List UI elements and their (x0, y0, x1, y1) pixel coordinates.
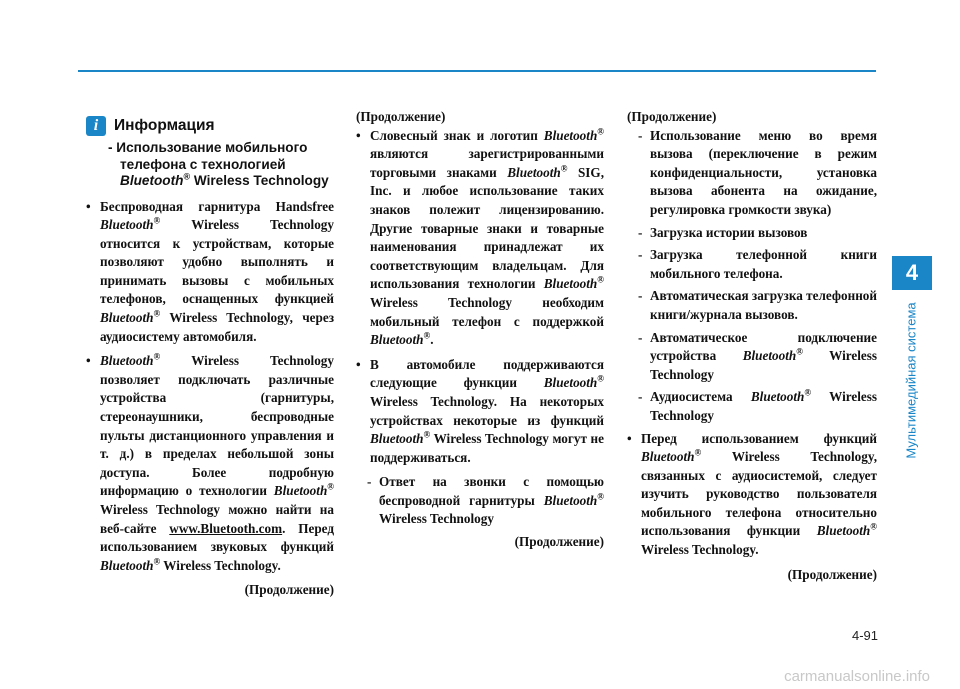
page-number: 4-91 (851, 628, 878, 643)
column-3 (627, 108, 877, 584)
chapter-number: 4 (905, 260, 919, 285)
bullet-wireless-devices: • Bluetooth® Wireless Technology позволяет подключать различные устройства (гарнитуры, стереонаушники, беспроводные пульты дистанционного управления и т. д.) в пределах небольшой зоны доступа. Более подробную информацию о технологии Bluetooth® Wireless Technology можно найти на веб-сайте www.Bluetooth.com. Перед использованием звуковых функций Bluetooth® Wireless Technology. (86, 352, 334, 575)
info-subtitle: - Использование мобильного телефона с технологией Bluetooth® Wireless Technology (108, 140, 329, 188)
dash-phonebook: - Загрузка телефонной книги мобильного телефона. (627, 246, 877, 283)
dash-call-menu: - Использование меню во время вызова (переключение в режим конфиденциальности, установка вызова абонента на ожидание, регулировка громкости звука) (627, 127, 877, 220)
watermark: carmanualsonline.info (784, 668, 930, 685)
bullet-supported-functions: • В автомобиле поддерживаются следующие функции Bluetooth® Wireless Technology. На некоторых устройствах некоторые из функций Bluetooth® Wireless Technology могут не поддерживаться. (356, 356, 604, 468)
continued-label: (Продолжение) (787, 566, 877, 582)
info-header (86, 116, 334, 136)
bullet-handsfree: • Беспроводная гарнитура Handsfree Bluetooth® Wireless Technology относится к устройствам, которые позволяют удобно выполнять и принимать вызовы с мобильных телефонов, оснащенных функцией Bluetooth® Wireless Technology, через аудиосистему автомобиля. (86, 198, 334, 347)
column-2 (356, 108, 604, 552)
bullet-before-use: • Перед использованием функций Bluetooth® Wireless Technology, связанных с аудиосистемой, следует изучить руководство пользователя мобильного телефона относительно использования функции Bluetooth® Wireless Technology. (627, 430, 877, 560)
continued-top-label: (Продолжение) (356, 109, 446, 124)
dash-auto-connect: - Автоматическое подключение устройства Bluetooth® Wireless Technology (627, 329, 877, 385)
info-icon: i (86, 116, 106, 136)
chapter-title: Мультимедийная система (903, 301, 919, 459)
continued-label: (Продолжение) (514, 534, 604, 550)
dash-answer-calls: - Ответ на звонки с помощью беспроводной гарнитуры Bluetooth® Wireless Technology (356, 473, 604, 529)
bluetooth-website-link[interactable]: www.Bluetooth.com (169, 520, 283, 536)
continued-top-label: (Продолжение) (627, 109, 717, 124)
dash-auto-download: - Автоматическая загрузка телефонной книги/журнала вызовов. (627, 287, 877, 324)
bullet-trademark: • Словесный знак и логотип Bluetooth® являются зарегистрированными торговыми знаками Bluetooth® SIG, Inc. и любое использование таких знаков полежит лицензированию. Другие товарные знаки и товарные наименования принадлежат их соответствующим владельцам. Для использования технологии Bluetooth® Wireless Technology необходим мобильный телефон с поддержкой Bluetooth®. (356, 127, 604, 350)
info-title: Информация (114, 116, 215, 134)
chapter-tab[interactable] (892, 256, 932, 290)
chapter-title-vertical (896, 300, 926, 460)
header-rule (78, 70, 876, 72)
continued-label: (Продолжение) (244, 582, 334, 598)
dash-call-history: - Загрузка истории вызовов (627, 224, 877, 243)
column-1 (86, 108, 334, 600)
dash-audio: - Аудиосистема Bluetooth® Wireless Technology (627, 388, 877, 425)
